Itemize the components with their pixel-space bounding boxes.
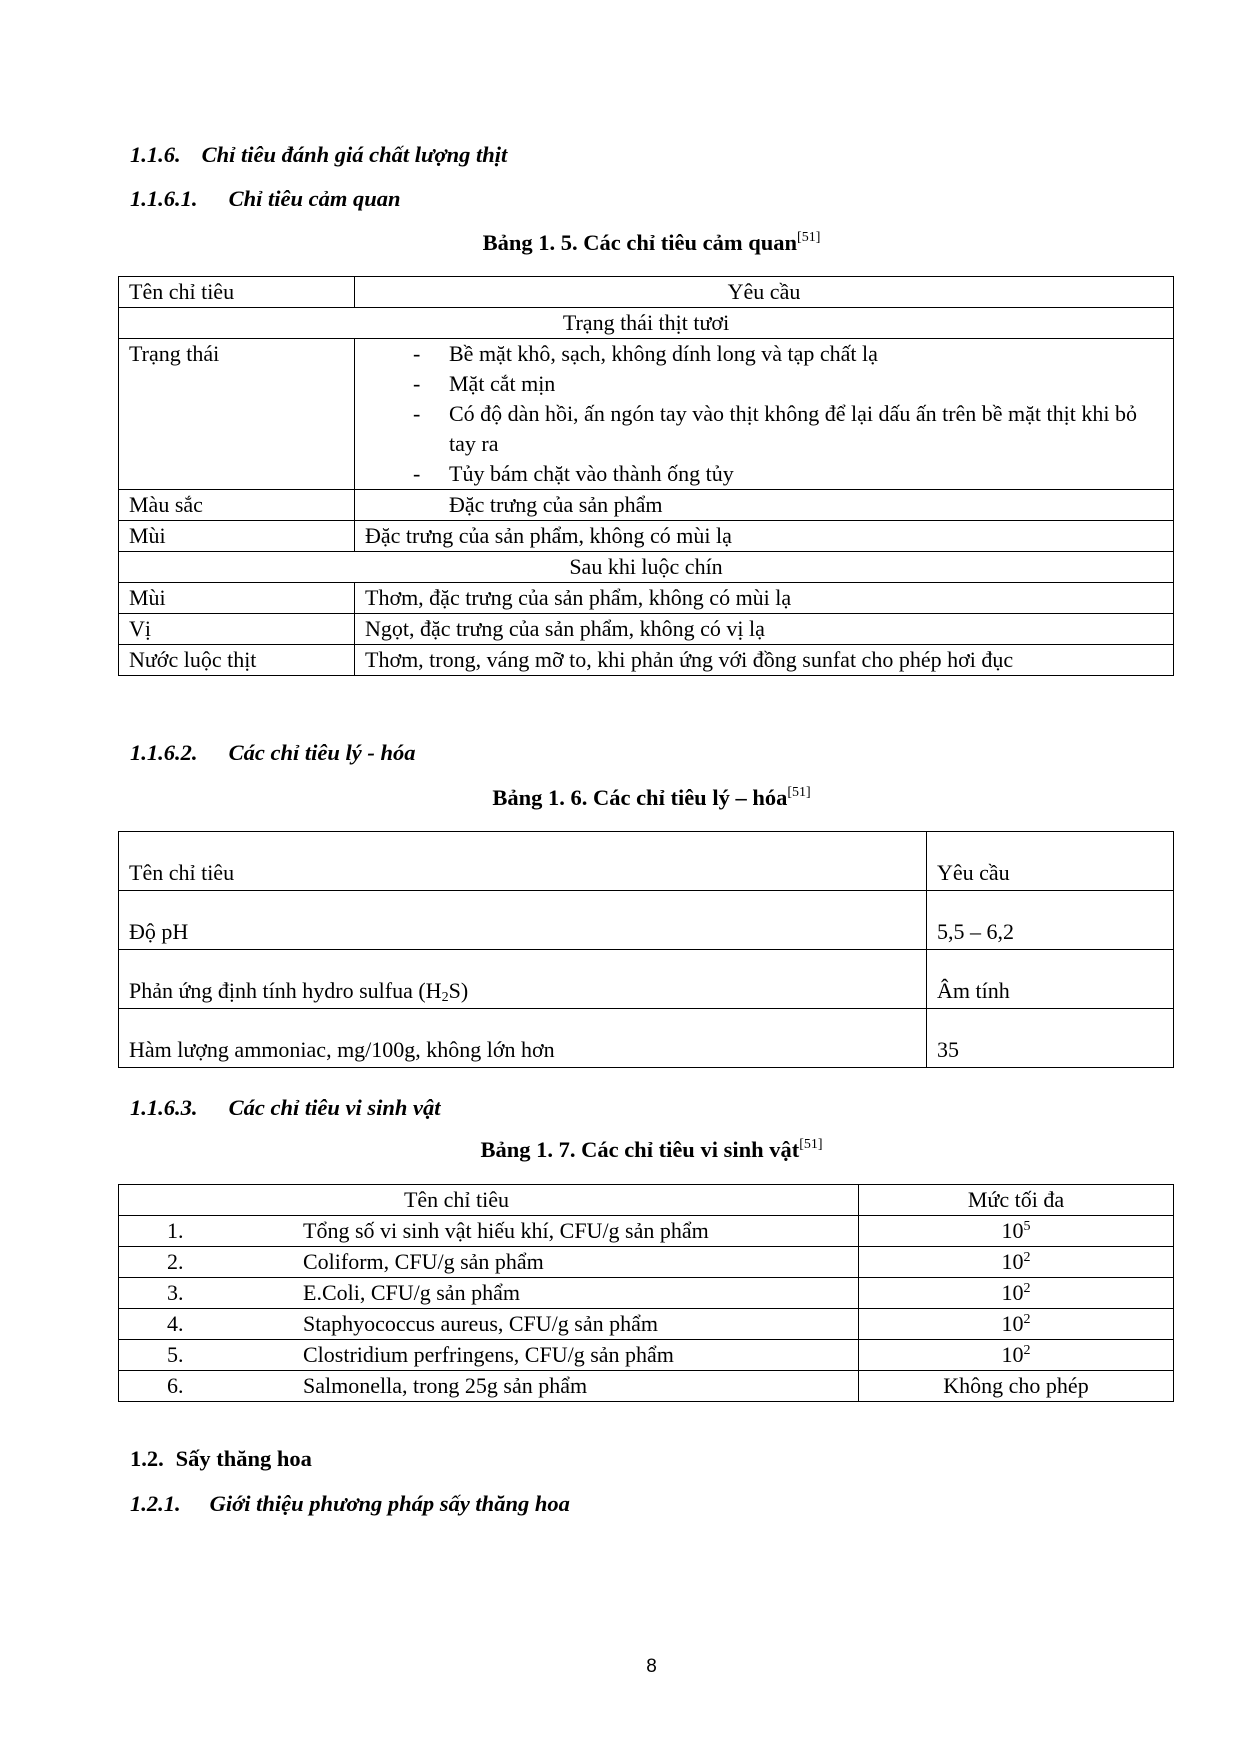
table-row — [119, 1247, 1174, 1278]
criterion-text: Phản ứng định tính hydro sulfua (H — [129, 978, 442, 1003]
criterion-text: Clostridium perfringens, CFU/g sản phẩm — [303, 1342, 674, 1367]
header-cell: Tên chỉ tiêu — [119, 832, 927, 891]
criterion-cell — [119, 1247, 859, 1278]
row-number: 4. — [167, 1311, 184, 1336]
subscript: 2 — [441, 990, 449, 1005]
table-caption-1-5 — [0, 230, 1241, 256]
section-cell: Trạng thái thịt tươi — [119, 308, 1174, 339]
caption-text: Bảng 1. 7. Các chỉ tiêu vi sinh vật — [480, 1137, 800, 1162]
requirement-cell: Thơm, đặc trưng của sản phẩm, không có mùi lạ — [355, 583, 1174, 614]
requirement-cell: Thơm, trong, váng mỡ to, khi phản ứng với đồng sunfat cho phép hơi đục — [355, 645, 1174, 676]
limit-cell — [859, 1278, 1174, 1309]
table-physicochemical — [118, 831, 1174, 1068]
limit-exponent: 2 — [1023, 1312, 1031, 1327]
caption-text: Bảng 1. 5. Các chỉ tiêu cảm quan — [482, 230, 798, 255]
table-row — [119, 614, 1174, 645]
requirement-cell — [355, 339, 1174, 490]
heading-1-2 — [130, 1446, 312, 1472]
heading-1-1-6-2 — [130, 740, 416, 766]
criterion-cell: Mùi — [119, 521, 355, 552]
heading-title: Các chỉ tiêu vi sinh vật — [228, 1095, 441, 1120]
requirement-cell: 35 — [927, 1009, 1174, 1068]
table-row — [119, 339, 1174, 490]
table-row — [119, 583, 1174, 614]
section-cell: Sau khi luộc chín — [119, 552, 1174, 583]
criterion-text: Staphyococcus aureus, CFU/g sản phẩm — [303, 1311, 658, 1336]
table-row — [119, 521, 1174, 552]
header-cell: Yêu cầu — [355, 277, 1174, 308]
row-number: 2. — [167, 1249, 184, 1274]
table-row — [119, 1340, 1174, 1371]
criterion-cell: Độ pH — [119, 891, 927, 950]
table-row — [119, 1216, 1174, 1247]
criterion-cell: Màu sắc — [119, 490, 355, 521]
table-header-row — [119, 277, 1174, 308]
requirement-list — [365, 339, 1159, 489]
heading-1-1-6-3 — [130, 1095, 441, 1121]
limit-base: 10 — [1001, 1280, 1024, 1305]
table-header-row — [119, 1185, 1174, 1216]
heading-title: Chỉ tiêu cảm quan — [228, 186, 401, 211]
page-number: 8 — [646, 1656, 657, 1677]
heading-number: 1.1.6.1. — [130, 186, 198, 211]
row-number: 6. — [167, 1373, 184, 1398]
requirement-cell: Đặc trưng của sản phẩm, không có mùi lạ — [355, 521, 1174, 552]
limit-cell — [859, 1216, 1174, 1247]
header-cell: Tên chỉ tiêu — [119, 1185, 859, 1216]
caption-ref: [51] — [799, 1137, 823, 1152]
heading-1-2-1 — [130, 1491, 570, 1517]
limit-base: 10 — [1001, 1218, 1024, 1243]
criterion-cell — [119, 950, 927, 1009]
header-cell: Mức tối đa — [859, 1185, 1174, 1216]
criterion-cell — [119, 1371, 859, 1402]
caption-ref: [51] — [787, 785, 811, 800]
limit-cell — [859, 1309, 1174, 1340]
list-item: - Có độ dàn hồi, ấn ngón tay vào thịt không để lại dấu ấn trên bề mặt thịt khi bỏ tay ra — [365, 399, 1159, 459]
heading-number: 1.2.1. — [130, 1491, 181, 1516]
list-item: - Tủy bám chặt vào thành ống tủy — [365, 459, 1159, 489]
section-row — [119, 308, 1174, 339]
caption-text: Bảng 1. 6. Các chỉ tiêu lý – hóa — [492, 785, 788, 810]
criterion-text: Tổng số vi sinh vật hiếu khí, CFU/g sản phẩm — [303, 1218, 709, 1243]
criterion-cell: Nước luộc thịt — [119, 645, 355, 676]
limit-exponent: 2 — [1023, 1250, 1031, 1265]
table-sensory — [118, 276, 1174, 676]
limit-cell — [859, 1340, 1174, 1371]
table-row — [119, 1309, 1174, 1340]
list-item: - Mặt cắt mịn — [365, 369, 1159, 399]
criterion-text: Salmonella, trong 25g sản phẩm — [303, 1373, 588, 1398]
row-number: 1. — [167, 1218, 184, 1243]
table-row — [119, 490, 1174, 521]
criterion-cell: Mùi — [119, 583, 355, 614]
heading-number: 1.1.6. — [130, 142, 181, 167]
limit-exponent: 2 — [1023, 1343, 1031, 1358]
row-number: 3. — [167, 1280, 184, 1305]
heading-1-1-6 — [130, 142, 507, 168]
table-row — [119, 645, 1174, 676]
heading-number: 1.1.6.2. — [130, 740, 198, 765]
criterion-cell: Vị — [119, 614, 355, 645]
criterion-text: S) — [448, 978, 469, 1003]
limit-cell: Không cho phép — [859, 1371, 1174, 1402]
table-header-row — [119, 832, 1174, 891]
criterion-cell — [119, 1216, 859, 1247]
limit-base: 10 — [1001, 1249, 1024, 1274]
limit-exponent: 5 — [1023, 1219, 1031, 1234]
criterion-text: E.Coli, CFU/g sản phẩm — [303, 1280, 520, 1305]
limit-exponent: 2 — [1023, 1281, 1031, 1296]
limit-base: 10 — [1001, 1311, 1024, 1336]
table-caption-1-7 — [0, 1137, 1241, 1163]
section-row — [119, 552, 1174, 583]
heading-title: Sấy thăng hoa — [175, 1446, 312, 1471]
heading-number: 1.1.6.3. — [130, 1095, 198, 1120]
requirement-cell: Đặc trưng của sản phẩm — [355, 490, 1174, 521]
criterion-cell — [119, 1309, 859, 1340]
table-microbiological — [118, 1184, 1174, 1402]
limit-base: 10 — [1001, 1342, 1024, 1367]
table-row — [119, 1278, 1174, 1309]
criterion-cell — [119, 1340, 859, 1371]
header-cell: Tên chỉ tiêu — [119, 277, 355, 308]
heading-1-1-6-1 — [130, 186, 401, 212]
heading-title: Chỉ tiêu đánh giá chất lượng thịt — [201, 142, 508, 167]
header-cell: Yêu cầu — [927, 832, 1174, 891]
heading-title: Các chỉ tiêu lý - hóa — [228, 740, 416, 765]
table-row — [119, 1009, 1174, 1068]
requirement-cell: Ngọt, đặc trưng của sản phẩm, không có vị lạ — [355, 614, 1174, 645]
heading-number: 1.2. — [130, 1446, 164, 1471]
requirement-cell: Âm tính — [927, 950, 1174, 1009]
table-row — [119, 950, 1174, 1009]
criterion-cell: Hàm lượng ammoniac, mg/100g, không lớn hơn — [119, 1009, 927, 1068]
list-item: - Bề mặt khô, sạch, không dính long và tạp chất lạ — [365, 339, 1159, 369]
criterion-cell: Trạng thái — [119, 339, 355, 490]
caption-ref: [51] — [797, 230, 821, 245]
row-number: 5. — [167, 1342, 184, 1367]
table-caption-1-6 — [0, 785, 1241, 811]
table-row — [119, 891, 1174, 950]
criterion-cell — [119, 1278, 859, 1309]
limit-cell — [859, 1247, 1174, 1278]
requirement-cell: 5,5 – 6,2 — [927, 891, 1174, 950]
criterion-text: Coliform, CFU/g sản phẩm — [303, 1249, 544, 1274]
table-row — [119, 1371, 1174, 1402]
heading-title: Giới thiệu phương pháp sấy thăng hoa — [209, 1491, 570, 1516]
